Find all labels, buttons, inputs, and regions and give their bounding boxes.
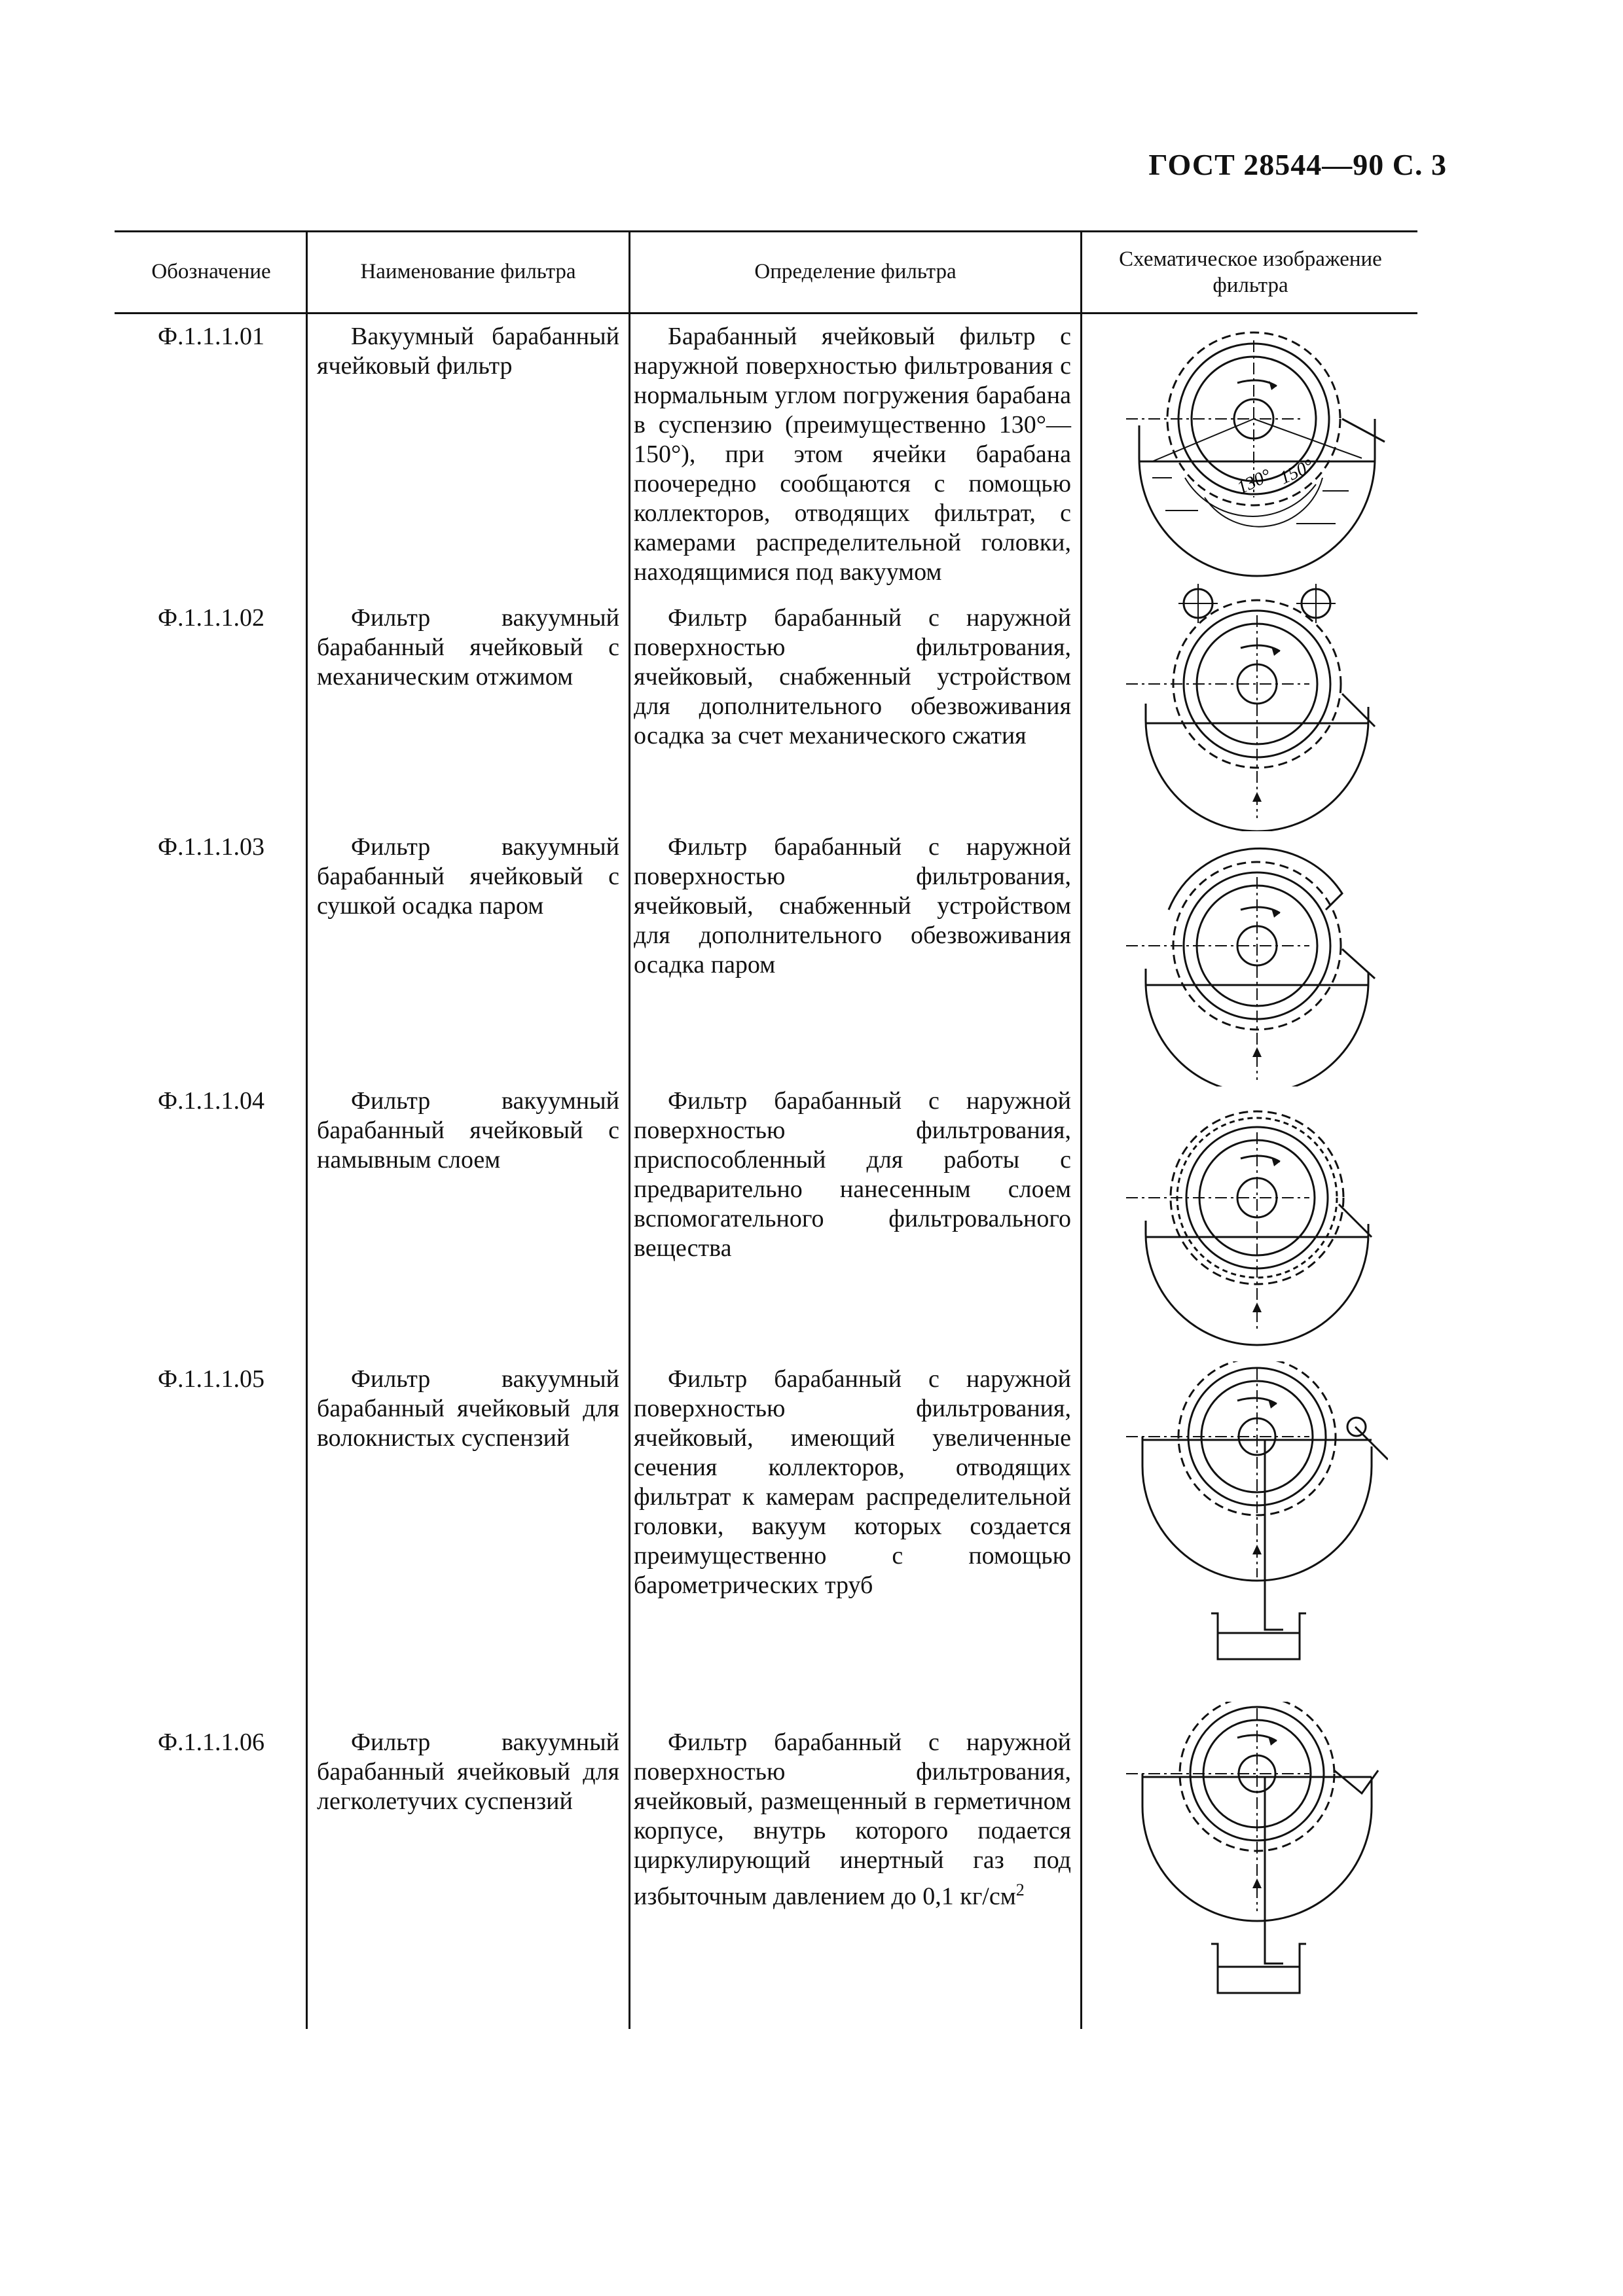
row-definition-text: Фильтр барабанный с наружной поверхностью фильтрования, ячейковый, снабженный устройством для дополнительного обезвоживания осадка за счет механического сжатия bbox=[634, 604, 1071, 749]
superscript: 2 bbox=[1015, 1880, 1025, 1899]
angle-label-150: 150° bbox=[1276, 455, 1317, 489]
column-divider bbox=[629, 230, 630, 2029]
row-name-text: Фильтр вакуумный барабанный ячейковый для легколетучих суспензий bbox=[317, 1729, 619, 1815]
row-definition bbox=[634, 1086, 1071, 1263]
column-divider bbox=[306, 230, 308, 2029]
row-definition bbox=[634, 1365, 1071, 1600]
row-code: Ф.1.1.1.03 bbox=[157, 833, 265, 861]
row-definition-text: Барабанный ячейковый фильтр с наружной поверхностью фильтрования с нормальным углом погружения барабана в суспензию (преимущественно 130°—150°), при этом ячейки барабана поочередно сообщаются с помощью коллекторов, отводящих фильтрат, с камерами распределительной головки, находящимися под вакуумом bbox=[634, 323, 1071, 586]
row-code: Ф.1.1.1.01 bbox=[157, 323, 265, 350]
drum-filter-schematic-barometric-tube bbox=[1126, 1361, 1388, 1689]
row-name bbox=[317, 1365, 619, 1453]
row-name-text: Фильтр вакуумный барабанный ячейковый для волокнистых суспензий bbox=[317, 1365, 619, 1452]
drum-filter-schematic-sealed-housing bbox=[1126, 1702, 1388, 2016]
row-name-text: Фильтр вакуумный барабанный ячейковый с намывным слоем bbox=[317, 1087, 619, 1174]
column-header-definition: Определение фильтра bbox=[754, 260, 957, 283]
page-header: ГОСТ 28544—90 С. 3 bbox=[1148, 148, 1447, 181]
drum-filter-schematic-press-rollers bbox=[1126, 576, 1388, 831]
row-code: Ф.1.1.1.05 bbox=[157, 1365, 265, 1393]
column-header-schematic: Схематическое изображение фильтра bbox=[1119, 247, 1382, 297]
drum-filter-schematic-steam-hood bbox=[1126, 838, 1388, 1086]
table-top-rule bbox=[115, 230, 1417, 232]
drum-filter-schematic-basic bbox=[1126, 327, 1388, 583]
column-header-name: Наименование фильтра bbox=[360, 260, 576, 283]
row-definition bbox=[634, 833, 1071, 980]
row-name-text: Вакуумный барабанный ячейковый фильтр bbox=[317, 323, 619, 380]
definition-main-text: Фильтр барабанный с наружной поверхностью фильтрования, ячейковый, размещенный в герметичном корпусе, внутрь которого подается циркулирующий инертный газ под избыточным давлением до 0,1 кг/см bbox=[634, 1729, 1071, 1910]
angle-label-130: 130° bbox=[1233, 465, 1275, 499]
row-definition-text bbox=[634, 1728, 1071, 1912]
row-name bbox=[317, 833, 619, 921]
row-definition bbox=[634, 322, 1071, 587]
row-code: Ф.1.1.1.04 bbox=[157, 1087, 265, 1115]
drum-filter-schematic-precoat bbox=[1126, 1106, 1388, 1355]
row-name-text: Фильтр вакуумный барабанный ячейковый с механическим отжимом bbox=[317, 604, 619, 691]
header-bottom-rule bbox=[115, 312, 1417, 314]
row-name bbox=[317, 322, 619, 381]
column-divider bbox=[1080, 230, 1082, 2029]
row-code: Ф.1.1.1.02 bbox=[157, 604, 265, 632]
row-definition bbox=[634, 603, 1071, 751]
row-definition-text: Фильтр барабанный с наружной поверхностью фильтрования, приспособленный для работы с предварительно нанесенным слоем вспомогательного фильтровального вещества bbox=[634, 1087, 1071, 1262]
row-definition-text: Фильтр барабанный с наружной поверхностью фильтрования, ячейковый, снабженный устройством для дополнительного обезвоживания осадка паром bbox=[634, 833, 1071, 978]
row-name-text: Фильтр вакуумный барабанный ячейковый с сушкой осадка паром bbox=[317, 833, 619, 920]
row-definition bbox=[634, 1728, 1071, 1912]
row-code: Ф.1.1.1.06 bbox=[157, 1729, 265, 1756]
row-name bbox=[317, 603, 619, 692]
row-name bbox=[317, 1086, 619, 1175]
row-definition-text: Фильтр барабанный с наружной поверхностью фильтрования, ячейковый, имеющий увеличенные сечения коллекторов, отводящих фильтрат к камерам распределительной головки, вакуум которых создается преимущественно с помощью барометрических труб bbox=[634, 1365, 1071, 1599]
row-name bbox=[317, 1728, 619, 1816]
column-header-code: Обозначение bbox=[151, 260, 271, 283]
